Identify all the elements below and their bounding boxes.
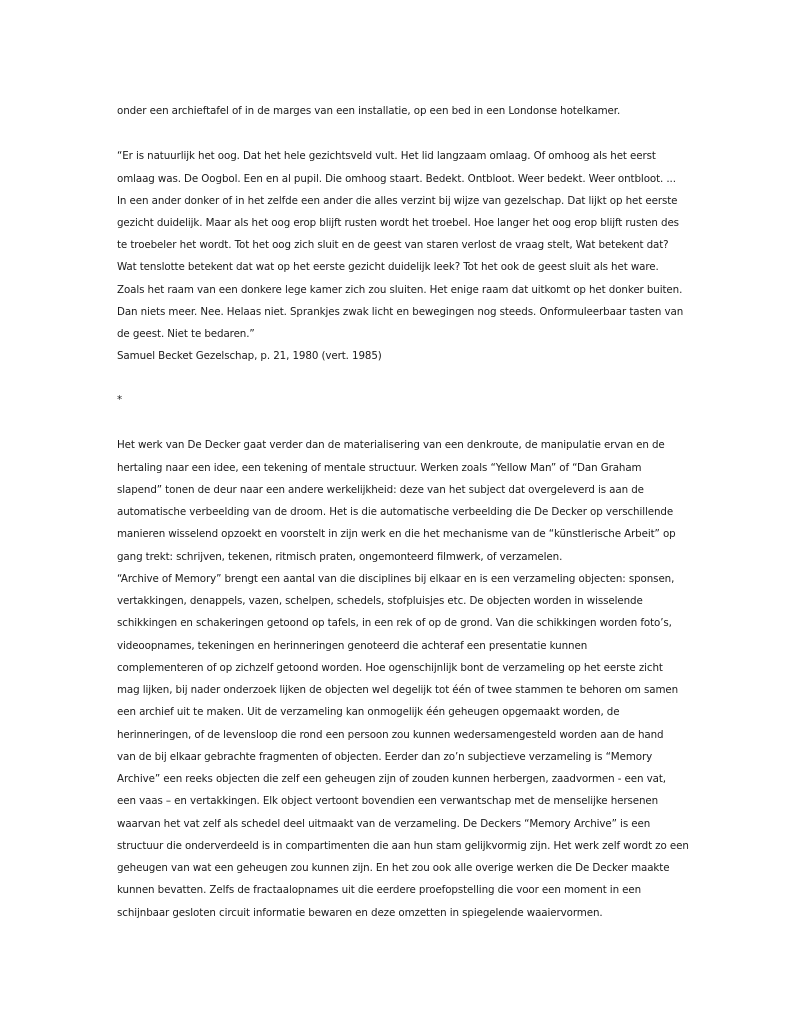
body-line: gang trekt: schrijven, tekenen, ritmisch praten, ongemonteerd filmwerk, of verzamelen. (117, 551, 563, 563)
quote-line: Wat tenslotte betekent dat wat op het eerste gezicht duidelijk leek? Tot het ook de geest sluit als het ware. (117, 261, 659, 273)
quote-line: gezicht duidelijk. Maar als het oog erop blijft rusten wordt het troebel. Hoe langer het oog erop blijft rusten des (117, 217, 679, 229)
body-line: complementeren of op zichzelf getoond worden. Hoe ogenschijnlijk bont de verzameling op het eerste zicht (117, 662, 663, 674)
quote-line: de geest. Niet te bedaren.” (117, 328, 255, 340)
body-line: een vaas – en vertakkingen. Elk object vertoont bovendien een verwantschap met de menselijke hersenen (117, 795, 659, 807)
body-line: kunnen bevatten. Zelfs de fractaalopnames uit die eerdere proefopstelling die voor een moment in een (117, 884, 642, 896)
body-line: herinneringen, of de levensloop die rond een persoon zou kunnen wedersamengesteld worden aan de hand (117, 729, 664, 741)
body-line: mag lijken, bij nader onderzoek lijken de objecten wel degelijk tot één of twee stammen te behoren om samen (117, 684, 679, 696)
body-line: een archief uit te maken. Uit de verzameling kan onmogelijk één geheugen opgemaakt worden, de (117, 706, 620, 718)
quote-line: “Er is natuurlijk het oog. Dat het hele gezichtsveld vult. Het lid langzaam omlaag. Of omhoog als het eerst (117, 150, 656, 162)
separator: * (117, 394, 123, 406)
body-line: vertakkingen, denappels, vazen, schelpen, schedels, stofpluisjes etc. De objecten worden in wisselende (117, 595, 643, 607)
body-line: Het werk van De Decker gaat verder dan de materialisering van een denkroute, de manipulatie ervan en de (117, 439, 665, 451)
body-line: videoopnames, tekeningen en herinneringen genoteerd die achteraf een presentatie kunnen (117, 640, 588, 652)
body-line: “Archive of Memory” brengt een aantal van die disciplines bij elkaar en is een verzameling objecten: sponsen, (117, 573, 675, 585)
body-line: manieren wisselend opzoekt en voorstelt in zijn werk en die het mechanisme van de “künstlerische Arbeit” op (117, 528, 676, 540)
body-line: Archive” een reeks objecten die zelf een geheugen zijn of zouden kunnen herbergen, zaadvormen - een vat, (117, 773, 666, 785)
body-line: schijnbaar gesloten circuit informatie bewaren en deze omzetten in spiegelende waaiervormen. (117, 907, 603, 919)
body-line: automatische verbeelding van de droom. Het is die automatische verbeelding die De Decker op verschillende (117, 506, 674, 518)
body-line: waarvan het vat zelf als schedel deel uitmaakt van de verzameling. De Deckers “Memory Archive” is een (117, 818, 651, 830)
citation: Samuel Becket Gezelschap, p. 21, 1980 (vert. 1985) (117, 350, 382, 362)
body-line: schikkingen en schakeringen getoond op tafels, in een rek of op de grond. Van die schikkingen worden foto’s, (117, 617, 672, 629)
quote-line: In een ander donker of in het zelfde een ander die alles verzint bij wijze van gezelschap. Dat lijkt op het eerste (117, 195, 678, 207)
opening-line: onder een archieftafel of in de marges van een installatie, op een bed in een Londonse hotelkamer. (117, 105, 621, 117)
quote-line: Zoals het raam van een donkere lege kamer zich zou sluiten. Het enige raam dat uitkomt op het donker buiten. (117, 284, 683, 296)
body-line: van de bij elkaar gebrachte fragmenten of objecten. Eerder dan zo’n subjectieve verzameling is “Memory (117, 751, 653, 763)
body-line: geheugen van wat een geheugen zou kunnen zijn. En het zou ook alle overige werken die De Decker maakte (117, 862, 670, 874)
quote-line: omlaag was. De Oogbol. Een en al pupil. Die omhoog staart. Bedekt. Ontbloot. Weer bedekt. Weer ontbloot. ... (117, 173, 676, 185)
quote-line: Dan niets meer. Nee. Helaas niet. Sprankjes zwak licht en bewegingen nog steeds. Onformuleerbaar tasten van (117, 306, 684, 318)
body-line: slapend” tonen de deur naar een andere werkelijkheid: deze van het subject dat overgeleverd is aan de (117, 484, 644, 496)
body-line: hertaling naar een idee, een tekening of mentale structuur. Werken zoals “Yellow Man” of “Dan Graham (117, 462, 642, 474)
body-line: structuur die onderverdeeld is in compartimenten die aan hun stam gelijkvormig zijn. Het werk zelf wordt zo een (117, 840, 689, 852)
quote-line: te troebeler het wordt. Tot het oog zich sluit en de geest van staren verlost de vraag stelt, Wat betekent dat? (117, 239, 669, 251)
